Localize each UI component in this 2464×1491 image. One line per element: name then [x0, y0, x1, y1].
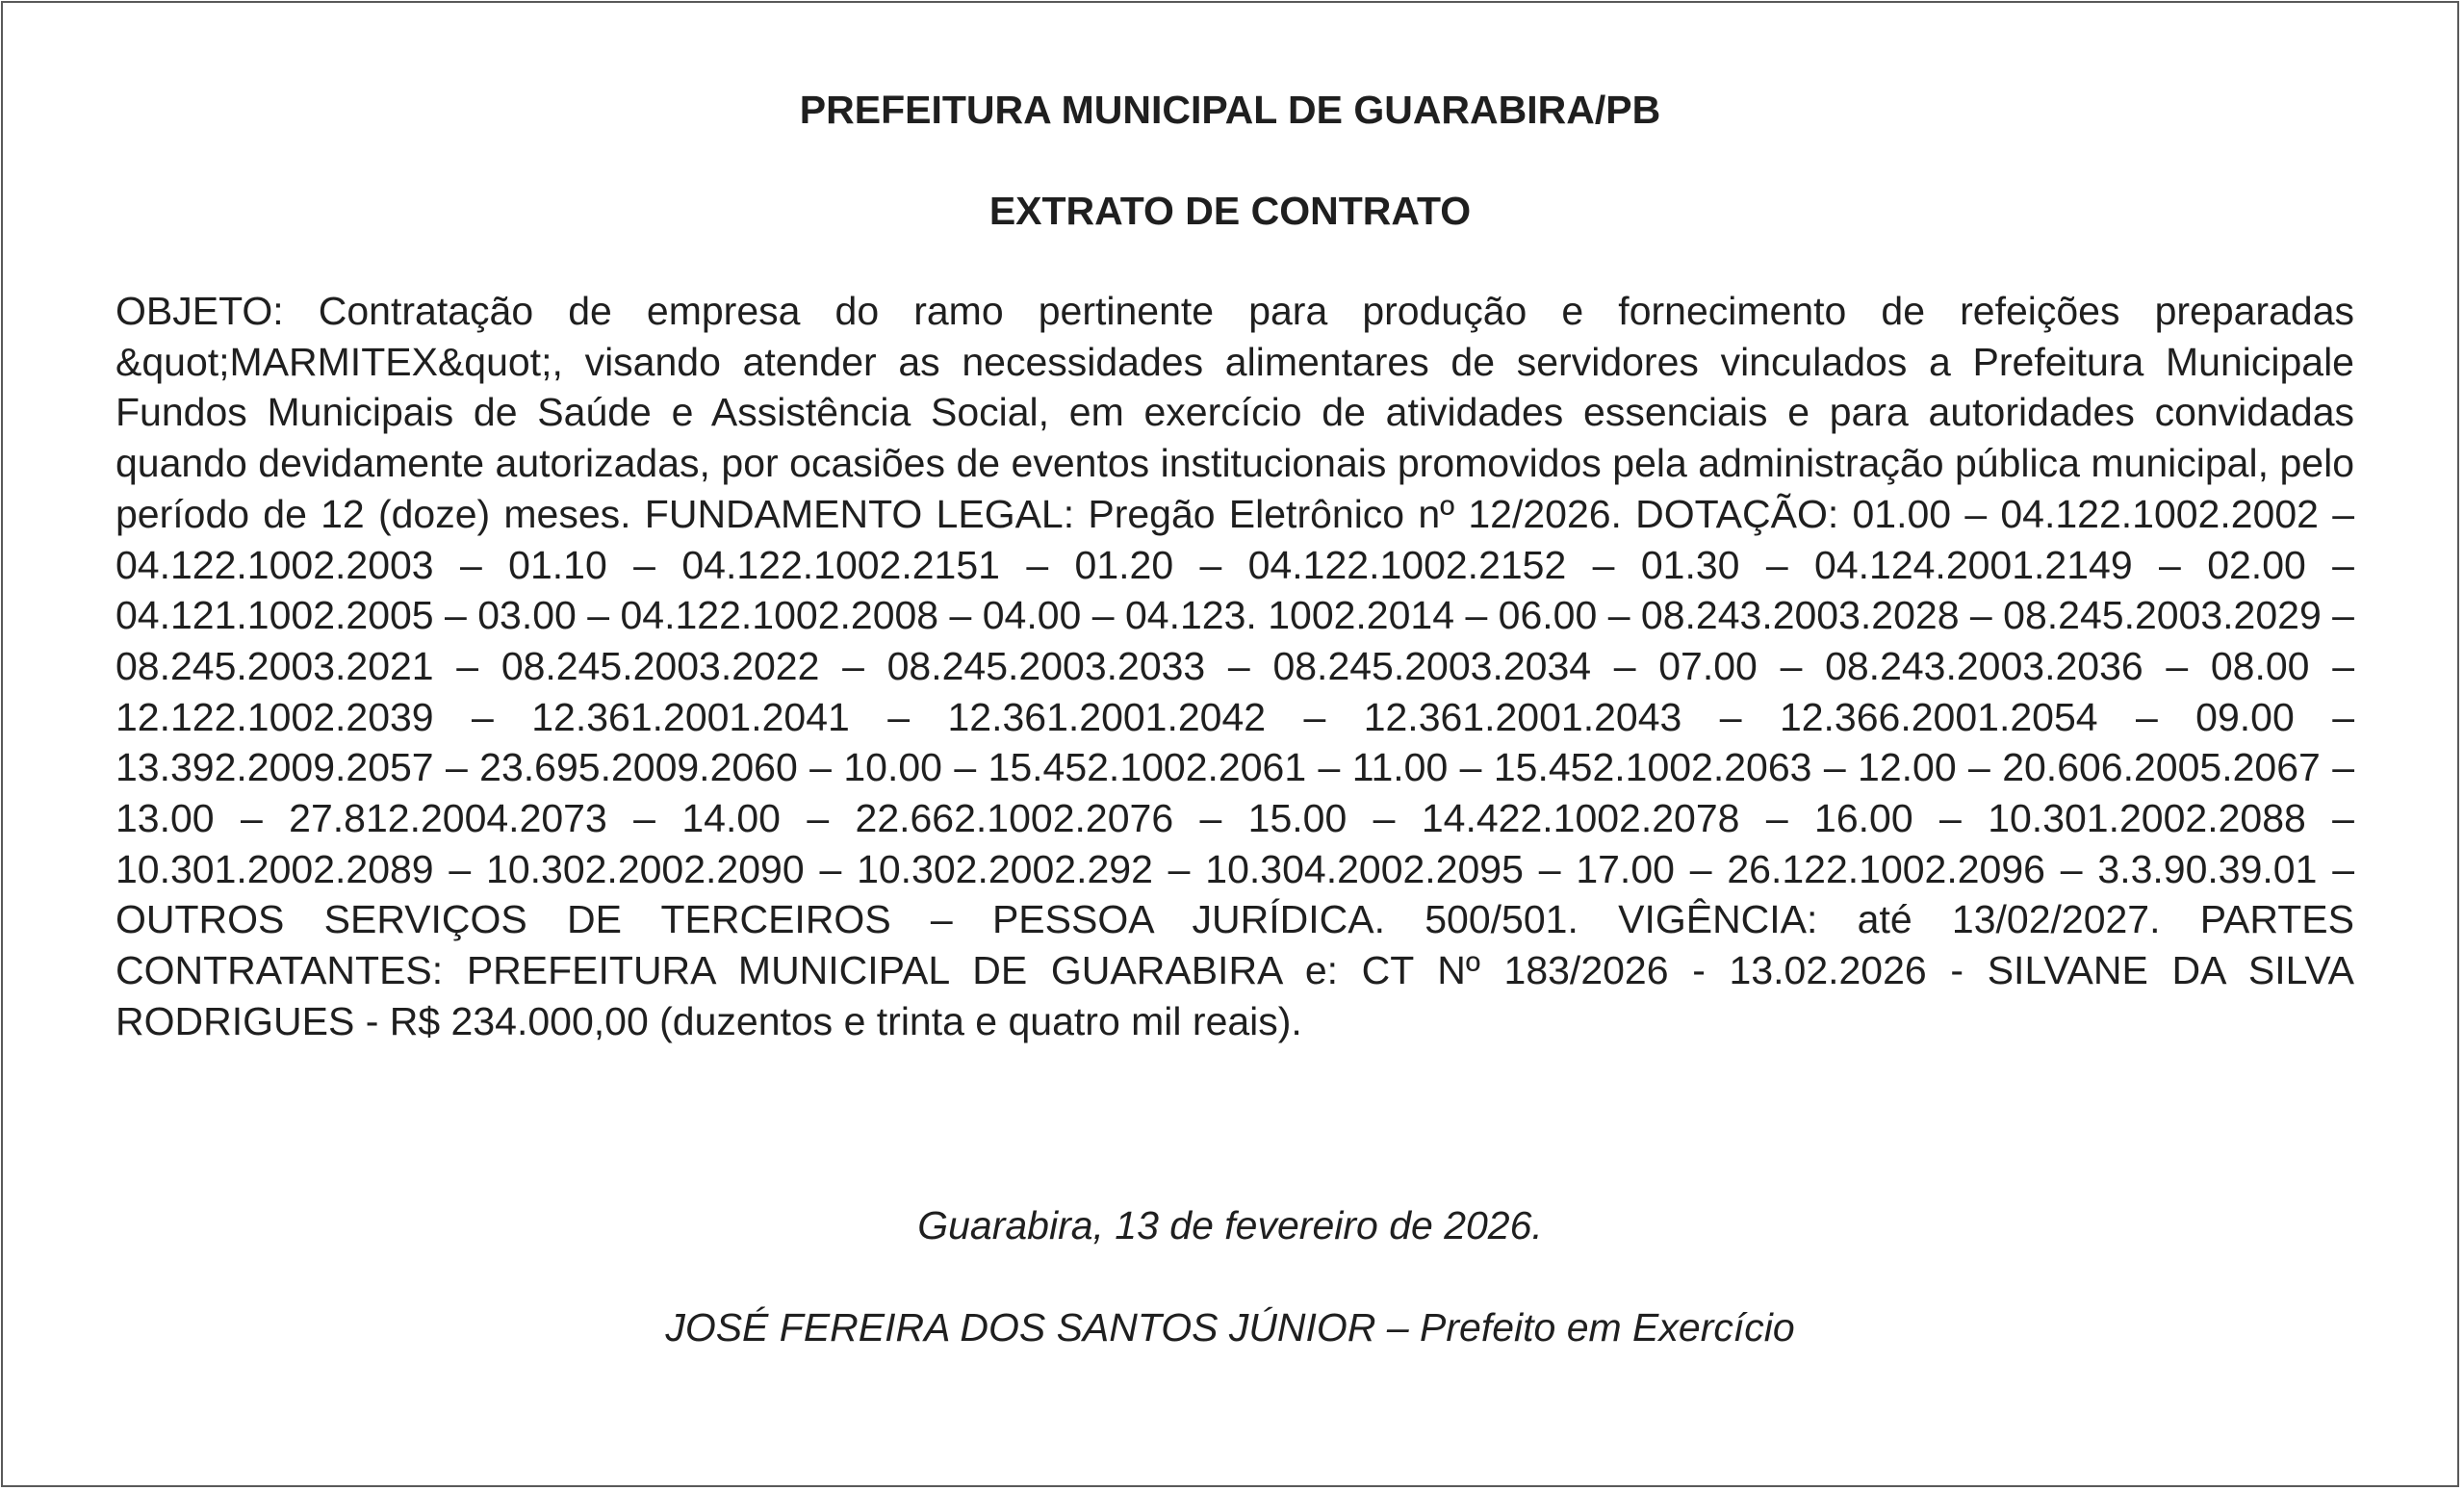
document-type-title: EXTRATO DE CONTRATO [988, 189, 1472, 233]
signer-line: JOSÉ FEREIRA DOS SANTOS JÚNIOR – Prefeito em Exercício [665, 1305, 1795, 1350]
place-date-line: Guarabira, 13 de fevereiro de 2026. [917, 1203, 1543, 1247]
issuing-entity-title: PREFEITURA MUNICIPAL DE GUARABIRA/PB [799, 88, 1661, 132]
document-frame [1, 1, 2459, 1487]
contract-extract-body: OBJETO: Contratação de empresa do ramo pertinente para produção e fornecimento de refeições preparadas &quot;MARMITEX&quot;, visando atender as necessidades alimentares de servidores vinculados a Prefeitura Municipale Fundos Municipais de Saúde e Assistência Social, em exercício de atividades essenciais e para autoridades convidadas quando devidamente autorizadas, por ocasiões de eventos institucionais promovidos pela administração pública municipal, pelo período de 12 (doze) meses. FUNDAMENTO LEGAL: Pregão Eletrônico nº 12/2026. DOTAÇÃO: 01.00 – 04.122.1002.2002 – 04.122.1002.2003 – 01.10 – 04.122.1002.2151 – 01.20 – 04.122.1002.2152 – 01.30 – 04.124.2001.2149 – 02.00 – 04.121.1002.2005 – 03.00 – 04.122.1002.2008 – 04.00 – 04.123. 1002.2014 – 06.00 – 08.243.2003.2028 – 08.245.2003.2029 – 08.245.2003.2021 – 08.245.2003.2022 – 08.245.2003.2033 – 08.245.2003.2034 – 07.00 – 08.243.2003.2036 – 08.00 – 12.122.1002.2039 – 12.361.2001.2041 – 12.361.2001.2042 – 12.361.2001.2043 – 12.366.2001.2054 – 09.00 – 13.392.2009.2057 – 23.695.2009.2060 – 10.00 – 15.452.1002.2061 – 11.00 – 15.452.1002.2063 – 12.00 – 20.606.2005.2067 – 13.00 – 27.812.2004.2073 – 14.00 – 22.662.1002.2076 – 15.00 – 14.422.1002.2078 – 16.00 – 10.301.2002.2088 – 10.301.2002.2089 – 10.302.2002.2090 – 10.302.2002.292 – 10.304.2002.2095 – 17.00 – 26.122.1002.2096 – 3.3.90.39.01 – OUTROS SERVIÇOS DE TERCEIROS – PESSOA JURÍDICA. 500/501. VIGÊNCIA: até 13/02/2027. PARTES CONTRATANTES: PREFEITURA MUNICIPAL DE GUARABIRA e: CT Nº 183/2026 - 13.02.2026 - SILVANE DA SILVA RODRIGUES - R$ 234.000,00 (duzentos e trinta e quatro mil reais). [116, 289, 2354, 1043]
